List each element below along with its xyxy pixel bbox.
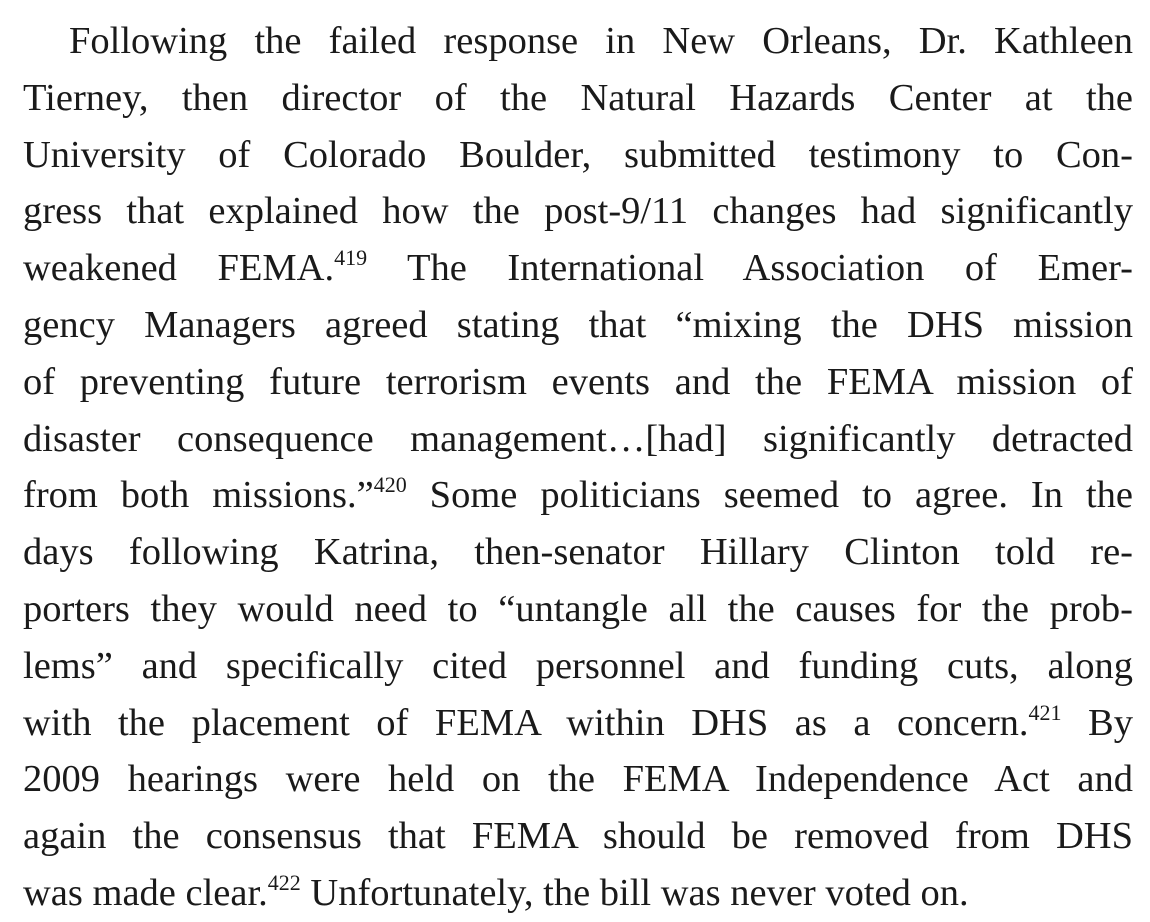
line-text: Unfortunately, the bill was never voted on. <box>300 871 969 914</box>
line-text: University of Colorado Boulder, submitted testimony to Con- <box>23 133 1133 176</box>
line-text: lems” and specifically cited personnel and funding cuts, along <box>23 644 1133 687</box>
footnote-ref-419[interactable]: 419 <box>334 245 368 271</box>
text-line <box>23 751 1133 808</box>
footnote-ref-421[interactable]: 421 <box>1028 699 1062 725</box>
line-text: The International Association of Emer- <box>367 247 1133 290</box>
line-text: with the placement of FEMA within DHS as a concern. <box>23 701 1029 744</box>
text-line <box>23 354 1133 411</box>
line-text: was made clear. <box>23 871 268 914</box>
text-line <box>23 808 1133 865</box>
line-text: Tierney, then director of the Natural Hazards Center at the <box>23 76 1133 119</box>
text-line <box>23 13 1133 70</box>
text-line <box>23 127 1133 184</box>
line-text: Some politicians seemed to agree. In the <box>406 474 1133 517</box>
text-line <box>23 240 1133 297</box>
line-text: By <box>1061 701 1133 744</box>
line-text: gress that explained how the post-9/11 changes had significantly <box>23 190 1133 233</box>
line-text: of preventing future terrorism events and the FEMA mission of <box>23 360 1133 403</box>
text-line <box>23 183 1133 240</box>
line-text: weakened FEMA. <box>23 247 335 290</box>
line-text: days following Katrina, then-senator Hillary Clinton told re- <box>23 531 1133 574</box>
line-text: 2009 hearings were held on the FEMA Independence Act and <box>23 758 1133 801</box>
line-text: porters they would need to “untangle all the causes for the prob- <box>23 587 1133 630</box>
line-text: again the consensus that FEMA should be removed from DHS <box>23 815 1133 858</box>
line-text: gency Managers agreed stating that “mixing the DHS mission <box>23 303 1133 346</box>
text-line <box>23 638 1133 695</box>
body-paragraph <box>23 13 1133 922</box>
text-line <box>23 297 1133 354</box>
text-line <box>23 467 1133 524</box>
footnote-ref-420[interactable]: 420 <box>373 472 407 498</box>
line-text: disaster consequence management…[had] significantly detracted <box>23 417 1133 460</box>
line-text: Following the failed response in New Orleans, Dr. Kathleen <box>69 20 1133 62</box>
text-line <box>23 865 1133 922</box>
text-line <box>23 70 1133 127</box>
text-line <box>23 411 1133 468</box>
text-line <box>23 695 1133 752</box>
line-text: from both missions.” <box>23 474 374 517</box>
document-body <box>23 13 1133 922</box>
text-line <box>23 581 1133 638</box>
footnote-ref-422[interactable]: 422 <box>267 869 301 895</box>
text-line <box>23 524 1133 581</box>
